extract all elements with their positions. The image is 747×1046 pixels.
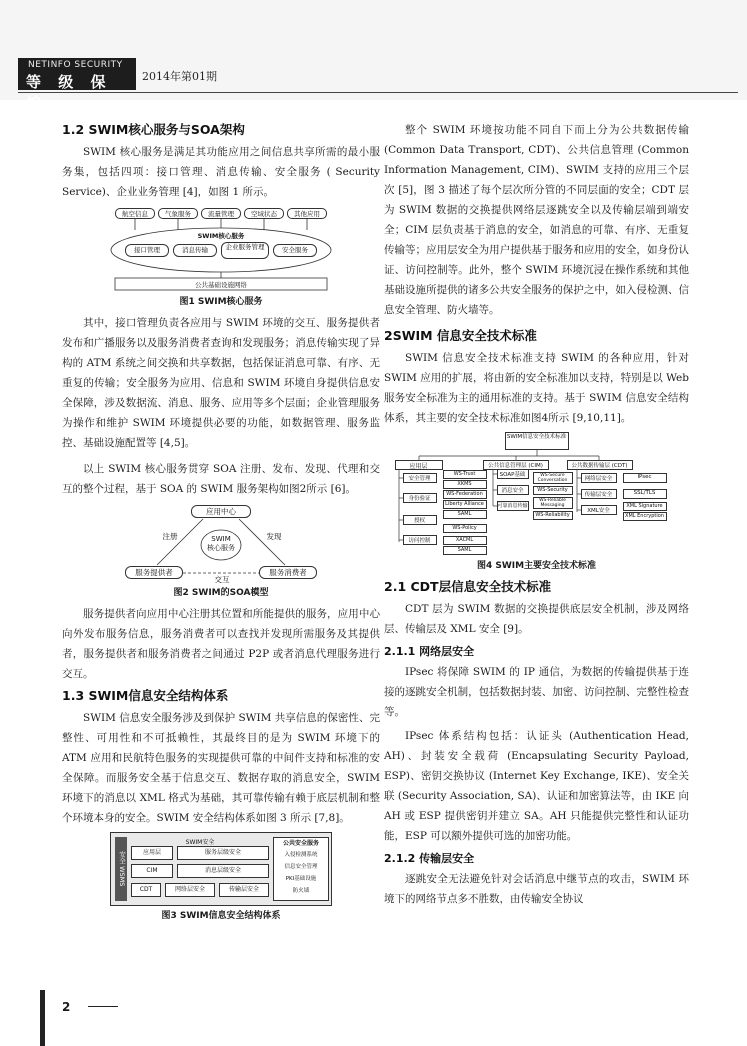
fig3-swim-sec: SWIM安全 xyxy=(185,839,215,846)
fig1-top-item: 空域状态 xyxy=(244,208,284,219)
fig4-app-item: 访问控制 xyxy=(403,535,437,545)
fig1-top-item: 航空信息 xyxy=(115,208,155,219)
fig4-app-std: SAML xyxy=(443,510,487,519)
fig1-core-item: 安全服务 xyxy=(273,244,317,257)
fig3-side-label: 安全 WSMS xyxy=(115,837,127,901)
figure-2 xyxy=(121,503,321,583)
fig3-pub-item: 防火墙 xyxy=(292,888,310,894)
section-1-3-title: 1.3 SWIM信息安全结构体系 xyxy=(62,688,229,703)
fig1-core-item: 接口管理 xyxy=(125,244,169,257)
paragraph-1: SWIM 核心服务是满足其功能应用之间信息共享所需的最小服务集，包括四项：接口管理、消息传输、安全服务 ( Security Service)、企业业务管理 [4]，如图 1 所示。 xyxy=(62,146,380,198)
paragraph-2: 其中，接口管理负责各应用与 SWIM 环境的交互、服务提供者发布和广播服务以及服务消费者查询和发现服务；消息传输实现了异构的 ATM 系统之间交换和共享数据，包括保证消息可靠、有序、无重复的传输；安全服务为应用、信息和 SWIM 环境自身提供信息安全保障，涉及数据流、消息、服务、应用等多个层面；企业管理服务为操作和维护 SWIM 环境提供必要的功能，如数据管理、服务监控、基础设施配置等 [4,5]。 xyxy=(62,317,380,449)
fig3-trans: 传输层安全 xyxy=(219,883,269,897)
fig2-interact: 交互 xyxy=(214,575,230,584)
fig3-svc: 服务层级安全 xyxy=(177,846,269,860)
fig4-cim-std: WS-Security xyxy=(533,486,573,495)
fig4-cdt-std: XML Encryption xyxy=(623,512,667,521)
fig2-discover: 发现 xyxy=(266,532,282,541)
fig1-core-item: 消息传输 xyxy=(173,244,217,257)
fig4-cim-std: WS-Reliable Messaging xyxy=(533,497,573,509)
header-rule xyxy=(18,92,738,93)
footer-bar xyxy=(40,990,45,1046)
fig4-cim-std: WS-Reliability xyxy=(533,511,573,520)
fig3-cim: CIM xyxy=(131,864,173,878)
section-label: 等 级 保 护 xyxy=(26,73,112,112)
fig4-root: SWIM信息安全技术标准 xyxy=(505,432,569,450)
paragraph-9: IPsec 将保障 SWIM 的 IP 通信，为数据的传输提供基于连接的逐跳安全机制，包括数据封装、加密、访问控制、完整性检查等。 xyxy=(384,666,689,718)
paragraph-10: IPsec 体系结构包括：认证头 (Authentication Head, AH)、封装安全载荷 (Encapsulating Security Payload, ESP)、密钥交换协议 (Internet Key Exchange, IKE)、安全关联 (Security Association, SA)、认证和加密算法等，由 IKE 向 AH 或 ESP 提供密钥并建立 SA。AH 只能提供完整性和认证功能，ESP 可以额外提供可选的加密功能。 xyxy=(384,730,689,842)
brand-text: NETINFO SECURITY xyxy=(28,60,123,70)
fig3-msg: 消息层级安全 xyxy=(177,864,269,878)
fig4-app-item: 安全管理 xyxy=(403,473,437,483)
section-2-1-title: 2.1 CDT层信息安全技术标准 xyxy=(384,579,552,594)
fig4-cdt-std: SSL/TLS xyxy=(623,489,667,499)
fig3-pub-item: PKI基础设施 xyxy=(285,876,317,882)
fig1-core-item: 企业服务管理 xyxy=(221,242,269,259)
journal-logo xyxy=(18,58,136,112)
fig4-cdt-std: XML Signature xyxy=(623,502,667,511)
fig4-app-std: WS-Trust xyxy=(443,470,487,479)
figure-3-caption: 图3 SWIM信息安全结构体系 xyxy=(161,911,281,921)
fig4-app-std: Liberty Alliance xyxy=(443,500,487,509)
fig2-provider: 服务提供者 xyxy=(125,566,183,579)
section-2-1-1-title: 2.1.1 网络层安全 xyxy=(384,645,475,658)
paragraph-5: SWIM 信息安全服务涉及到保护 SWIM 共享信息的保密性、完整性、可用性和不可抵赖性，其最终目的是为 SWIM 环境下的 ATM 应用和民航特色服务的实现提供可靠的中间件支持和标准的安全保障。而服务安全基于信息交互、数据存取的消息安全，SWIM 环境下的消息以 XML 格式为基础，其可靠传输有赖于底层机制和整个环境本身的安全。SWIM 安全结构体系如图 3 所示 [7,8]。 xyxy=(62,712,380,824)
section-2-1-2-title: 2.1.2 传输层安全 xyxy=(384,852,475,865)
fig3-pub-title: 公共安全服务 xyxy=(282,840,319,847)
fig2-register: 注册 xyxy=(162,532,178,541)
fig4-app: 应用层 xyxy=(395,460,443,470)
fig4-app-std: WS-Federation xyxy=(443,490,487,499)
fig1-top-item: 流量管理 xyxy=(201,208,241,219)
right-column xyxy=(384,120,689,909)
fig1-top-item: 其他应用 xyxy=(287,208,327,219)
footer-rule xyxy=(88,1006,118,1007)
fig4-cdt-item: 传输层安全 xyxy=(581,489,617,499)
fig4-app-std: WS-Policy xyxy=(443,524,487,533)
fig4-cim-item: 消息安全 xyxy=(497,485,529,495)
figure-2-caption: 图2 SWIM的SOA模型 xyxy=(173,588,269,598)
figure-3 xyxy=(110,832,332,906)
fig4-cim-item: 可靠消息传输 xyxy=(497,503,528,509)
paragraph-11: 逐跳安全无法避免针对会话消息中继节点的攻击，SWIM 环境下的网络节点多不胜数，由传输安全协议 xyxy=(384,873,689,905)
fig4-cim: 公共信息管理层 (CIM) xyxy=(483,460,549,470)
fig4-cdt-std: IPsec xyxy=(623,473,667,483)
section-1-2-title: 1.2 SWIM核心服务与SOA架构 xyxy=(62,122,245,137)
paragraph-8: CDT 层为 SWIM 数据的交换提供底层安全机制，涉及网络层、传输层及 XML 安全 [9]。 xyxy=(384,603,689,635)
fig4-cim-item: SOAP基础 xyxy=(497,469,529,479)
fig4-cdt: 公共数据传输层 (CDT) xyxy=(567,460,633,470)
fig2-consumer: 服务消费者 xyxy=(259,566,317,579)
figure-4 xyxy=(389,432,685,556)
fig4-app-item: 身份验证 xyxy=(403,493,437,503)
fig3-app: 应用层 xyxy=(131,846,173,860)
fig1-top-item: 气象服务 xyxy=(158,208,198,219)
fig4-cdt-item: 网络层安全 xyxy=(581,473,617,483)
paragraph-7: SWIM 信息安全技术标准支持 SWIM 的各种应用，针对 SWIM 应用的扩展，将由新的安全标准加以支持，特别是以 Web 服务安全标准为主的通用标准的支持。基于 SWIM 信息安全结构体系，其主要的安全技术标准如图4所示 [9,10,11]。 xyxy=(384,352,689,424)
fig3-pub-item: 入侵检测系统 xyxy=(284,852,318,858)
fig4-cdt-item: XML安全 xyxy=(581,505,617,515)
paragraph-3: 以上 SWIM 核心服务贯穿 SOA 注册、发布、发现、代理和交互的整个过程，基于 SOA 的 SWIM 服务架构如图2所示 [6]。 xyxy=(62,463,380,495)
fig3-net: 网络层安全 xyxy=(165,883,215,897)
paragraph-6: 整个 SWIM 环境按功能不同自下而上分为公共数据传输 (Common Data Transport, CDT)、公共信息管理 (Common Information Management, CIM)、SWIM 支持的应用三个层次 [5]，图 3 描述了每个层次所分管的不同层面的安全；CDT 层为 SWIM 数据的交换提供网络层逐跳安全以及传输层端到端安全；CIM 层负责基于消息的安全，如消息的可靠、有序、无重复传输等；应用层安全为用户提供基于服务和应用的安全，如身份认证、访问控制等。此外，整个 SWIM 环境沉浸在操作系统和其他基础设施所提供的诸多公共安全服务的保护之中，如入侵检测、信息安全管理、防火墙等。 xyxy=(384,124,689,316)
fig2-center: 应用中心 xyxy=(191,505,251,518)
fig2-core: SWIM 核心服务 xyxy=(207,535,235,552)
fig4-app-std: XACML xyxy=(443,536,487,545)
fig4-app-std: XKMS xyxy=(443,480,487,489)
paragraph-4: 服务提供者向应用中心注册其位置和所能提供的服务，应用中心向外发布服务信息，服务消费者可以查找并发现所需服务及其提供者，服务提供者和服务消费者之间通过 P2P 或者消息代理服务进行交互。 xyxy=(62,608,380,680)
left-column xyxy=(62,120,380,927)
fig4-cim-std: WS-Secure Conversation xyxy=(533,472,573,484)
fig4-app-item: 授权 xyxy=(403,515,437,525)
figure-4-caption: 图4 SWIM主要安全技术标准 xyxy=(476,561,597,571)
fig3-pub-item: 信息安全管理 xyxy=(284,864,318,870)
figure-1 xyxy=(105,206,337,292)
fig4-app-std: SAML xyxy=(443,546,487,555)
fig1-core-label: SWIM核心服务 xyxy=(197,232,245,240)
section-2-title: 2SWIM 信息安全技术标准 xyxy=(384,328,537,343)
fig3-cdt: CDT xyxy=(131,883,161,897)
issue-label: 2014年第01期 xyxy=(142,70,217,83)
fig1-base-label: 公共基础设施网络 xyxy=(195,281,247,289)
page-number: 2 xyxy=(62,1000,71,1014)
figure-1-caption: 图1 SWIM核心服务 xyxy=(179,297,263,307)
